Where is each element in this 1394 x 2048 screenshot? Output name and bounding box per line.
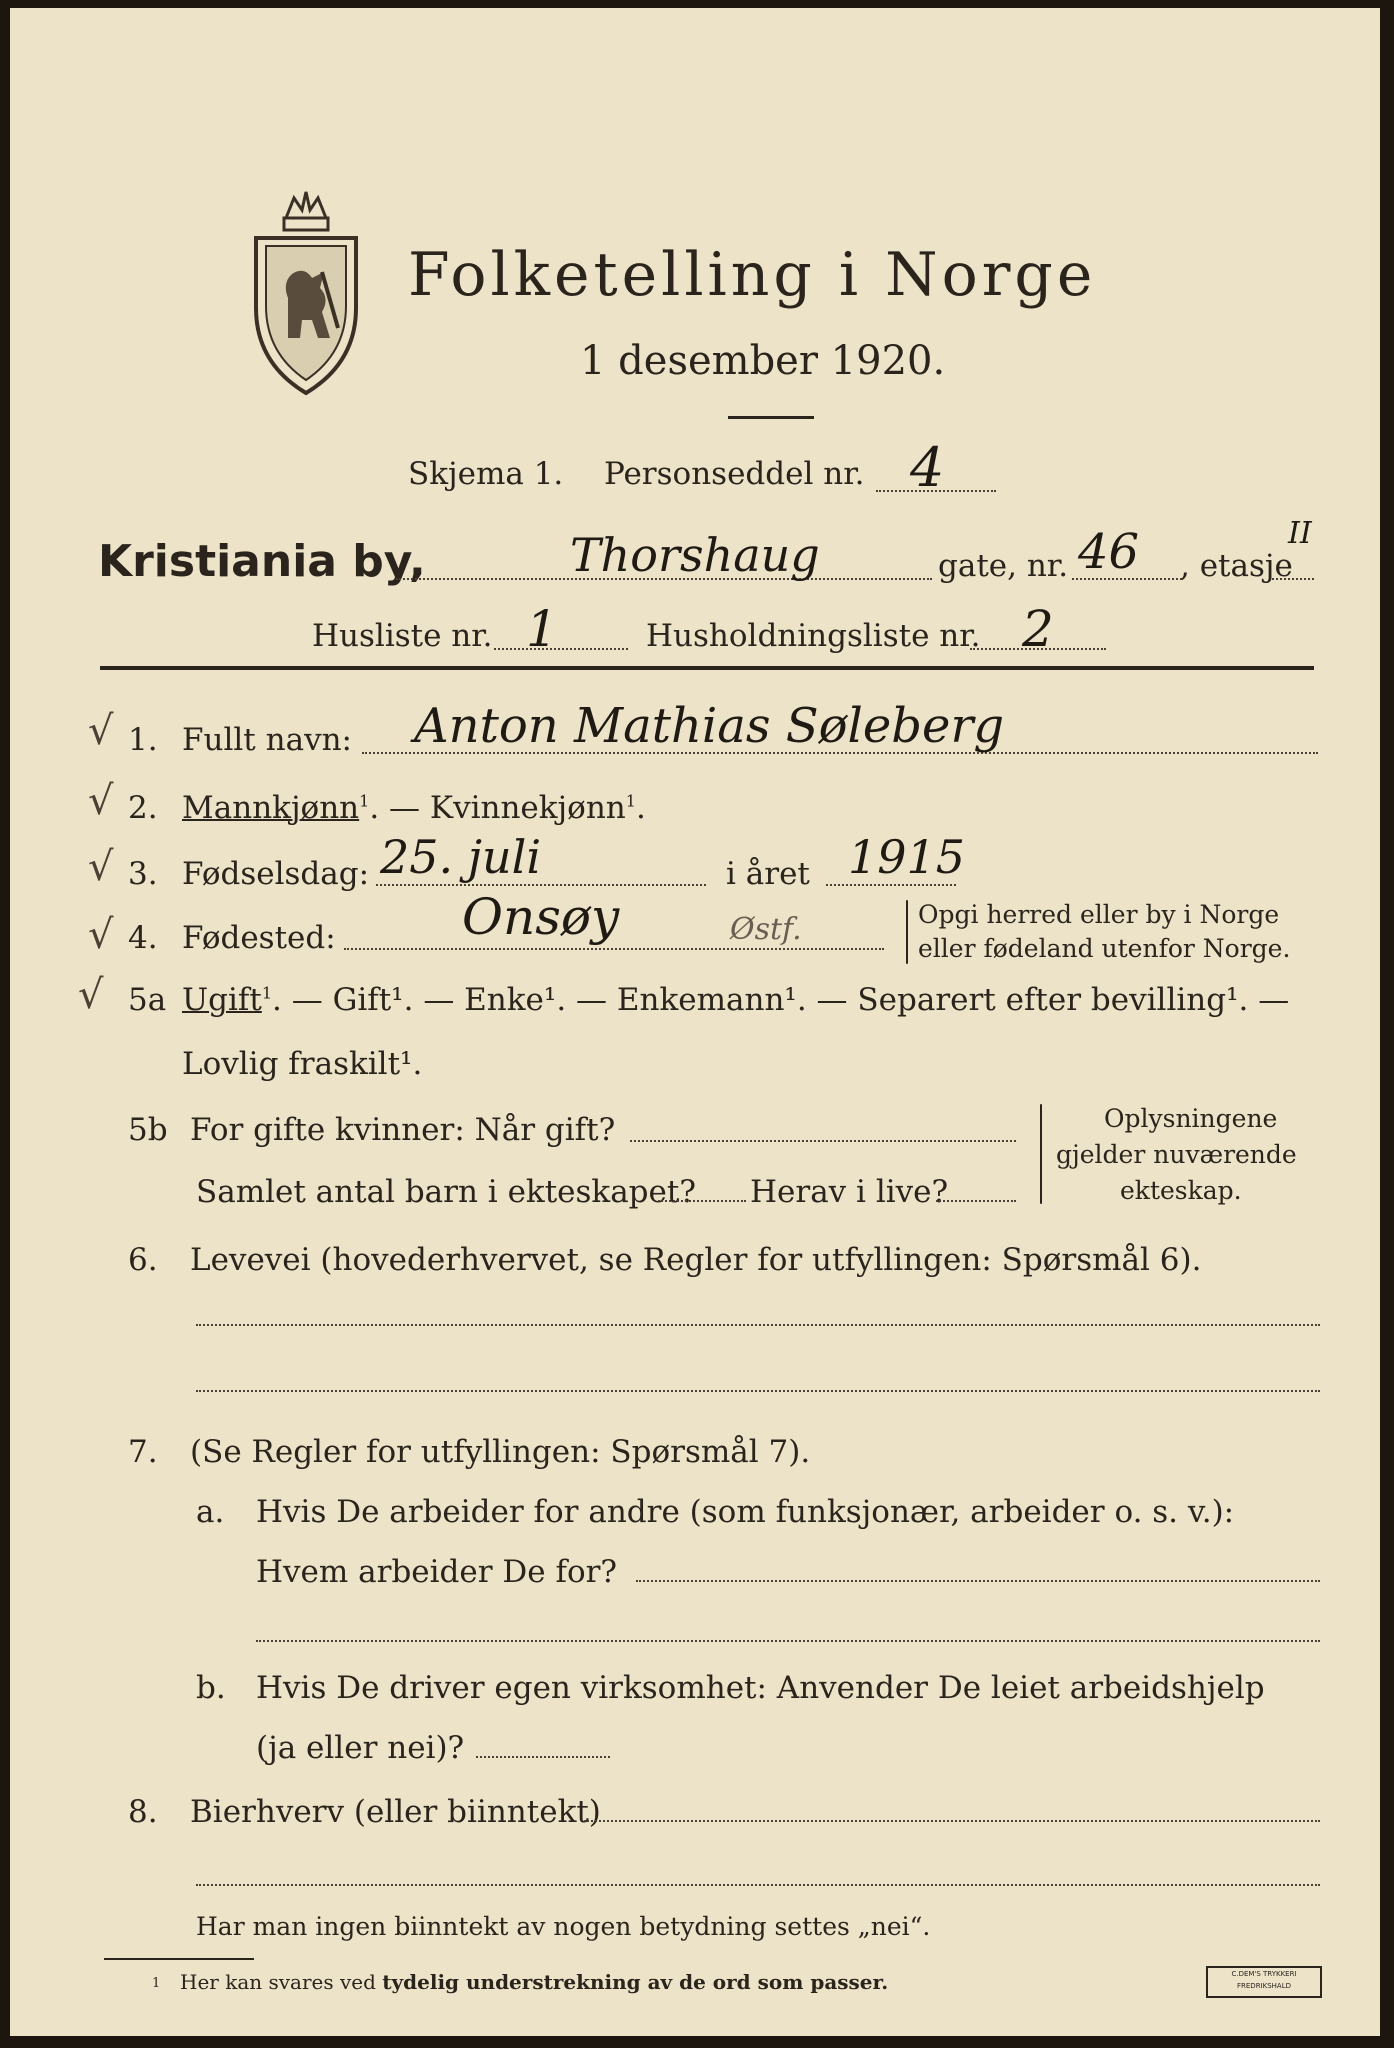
q7a-line2: Hvem arbeider De for? <box>256 1554 618 1590</box>
q5b-children-label: Samlet antal barn i ekteskapet? <box>196 1174 696 1210</box>
q4-label: Fødested: <box>182 920 336 956</box>
footnote-number: 1 <box>152 1976 161 1991</box>
q1-value: Anton Mathias Søleberg <box>414 698 1005 754</box>
q5b-line1: For gifte kvinner: Når gift? <box>190 1112 616 1148</box>
q8-label: Bierhverv (eller biinntekt) <box>190 1794 601 1830</box>
q7b-letter: b. <box>196 1670 226 1706</box>
check-mark: √ <box>88 912 114 958</box>
q3-label: Fødselsdag: <box>182 856 370 892</box>
q4-brace <box>906 900 908 964</box>
q8-number: 8. <box>128 1794 158 1830</box>
etasje-value: II <box>1288 516 1312 551</box>
footer-note: Har man ingen biinntekt av nogen betydning settes „nei“. <box>196 1912 931 1941</box>
street-value: Thorshaug <box>570 528 820 582</box>
q3-date-line <box>376 884 706 886</box>
q5b-children-line <box>658 1200 746 1202</box>
check-mark: √ <box>78 972 104 1018</box>
q4-value: Onsøy <box>462 888 620 946</box>
q7b-answer-line <box>476 1756 610 1758</box>
q5b-number: 5b <box>128 1112 168 1148</box>
q3-number: 3. <box>128 856 158 892</box>
census-form-page <box>10 8 1380 2036</box>
q2-options: Mannkjønn$^1$. — Kvinnekjønn$^1$. <box>182 790 646 826</box>
house-number-value: 46 <box>1078 524 1140 580</box>
check-mark: √ <box>88 708 114 754</box>
q7a-extra-line <box>256 1640 1320 1642</box>
form-title: Folketelling i Norge <box>408 240 1097 310</box>
civil-status-options[interactable]: . — Gift¹. — Enke¹. — Enkemann¹. — Separert efter bevilling¹. — <box>272 982 1290 1018</box>
q6-label: Levevei (hovederhvervet, se Regler for utfyllingen: Spørsmål 6). <box>190 1242 1202 1278</box>
q5a-options: Ugift$^1$. — Gift¹. — Enke¹. — Enkemann¹. — Separert efter bevilling¹. — <box>182 982 1290 1018</box>
q7-number: 7. <box>128 1434 158 1470</box>
q6-line-2 <box>196 1390 1320 1392</box>
mannkjonn-option[interactable]: Mannkjønn <box>182 790 360 826</box>
norway-coat-of-arms-icon <box>246 188 366 398</box>
q7b-line2: (ja eller nei)? <box>256 1730 465 1766</box>
q1-number: 1. <box>128 722 158 758</box>
q7b-line1: Hvis De driver egen virksomhet: Anvender De leiet arbeidshjelp <box>256 1670 1265 1706</box>
q6-number: 6. <box>128 1242 158 1278</box>
q8-line-2 <box>196 1884 1320 1886</box>
q5a-line2[interactable]: Lovlig fraskilt¹. <box>182 1046 423 1082</box>
husholdning-value: 2 <box>1022 600 1054 658</box>
q4-number: 4. <box>128 920 158 956</box>
q5b-alive-label: Herav i live? <box>750 1174 949 1210</box>
q4-note-line1: Opgi herred eller by i Norge <box>918 900 1280 929</box>
q3-year-label: i året <box>726 856 810 892</box>
footnote-rule <box>104 1958 254 1960</box>
city-label: Kristiania by, <box>98 536 426 587</box>
q4-value-region: Østf. <box>730 912 802 947</box>
printer-stamp: C.DEM'S TRYKKERI FREDRIKSHALD <box>1206 1966 1322 1998</box>
check-mark: √ <box>88 778 114 824</box>
schema-label: Skjema 1. <box>408 456 564 492</box>
etasje-label: , etasje <box>1180 548 1293 584</box>
q5b-alive-line <box>936 1200 1016 1202</box>
q1-label: Fullt navn: <box>182 722 352 758</box>
personseddel-value: 4 <box>910 436 945 499</box>
q5b-married-line <box>630 1140 1016 1142</box>
q3-year-value: 1915 <box>848 830 966 884</box>
title-divider <box>728 416 814 419</box>
header-rule <box>100 666 1314 670</box>
check-mark: √ <box>88 844 114 890</box>
q4-note-line2: eller fødeland utenfor Norge. <box>918 934 1291 963</box>
husliste-label: Husliste nr. <box>312 618 493 654</box>
husliste-value: 1 <box>526 600 558 658</box>
q7a-letter: a. <box>196 1494 225 1530</box>
husliste-line <box>494 648 628 650</box>
census-date: 1 desember 1920. <box>580 338 946 384</box>
q7-label: (Se Regler for utfyllingen: Spørsmål 7). <box>190 1434 811 1470</box>
q8-line-1 <box>584 1820 1320 1822</box>
q5b-brace <box>1040 1104 1042 1204</box>
q5a-number: 5a <box>128 982 167 1018</box>
q2-number: 2. <box>128 790 158 826</box>
q4-line <box>344 948 884 950</box>
ugift-option[interactable]: Ugift <box>182 982 262 1018</box>
husholdning-label: Husholdningsliste nr. <box>646 618 981 654</box>
q3-value: 25. juli <box>380 830 542 884</box>
q5b-note-line2: gjelder nuværende <box>1056 1140 1297 1169</box>
kvinnekjonn-option[interactable]: Kvinnekjønn <box>429 790 626 826</box>
etasje-line <box>1272 578 1314 580</box>
personseddel-label: Personseddel nr. <box>604 456 865 492</box>
q6-line-1 <box>196 1324 1320 1326</box>
q5b-note-line1: Oplysningene <box>1104 1104 1278 1133</box>
footnote-text: Her kan svares ved tydelig understrekning av de ord som passer. <box>180 1970 889 1994</box>
q3-year-line <box>826 884 956 886</box>
q7a-employer-line <box>636 1580 1320 1582</box>
q7a-line1: Hvis De arbeider for andre (som funksjonær, arbeider o. s. v.): <box>256 1494 1235 1530</box>
q5b-note-line3: ekteskap. <box>1120 1176 1242 1205</box>
gate-label: gate, nr. <box>938 548 1069 584</box>
